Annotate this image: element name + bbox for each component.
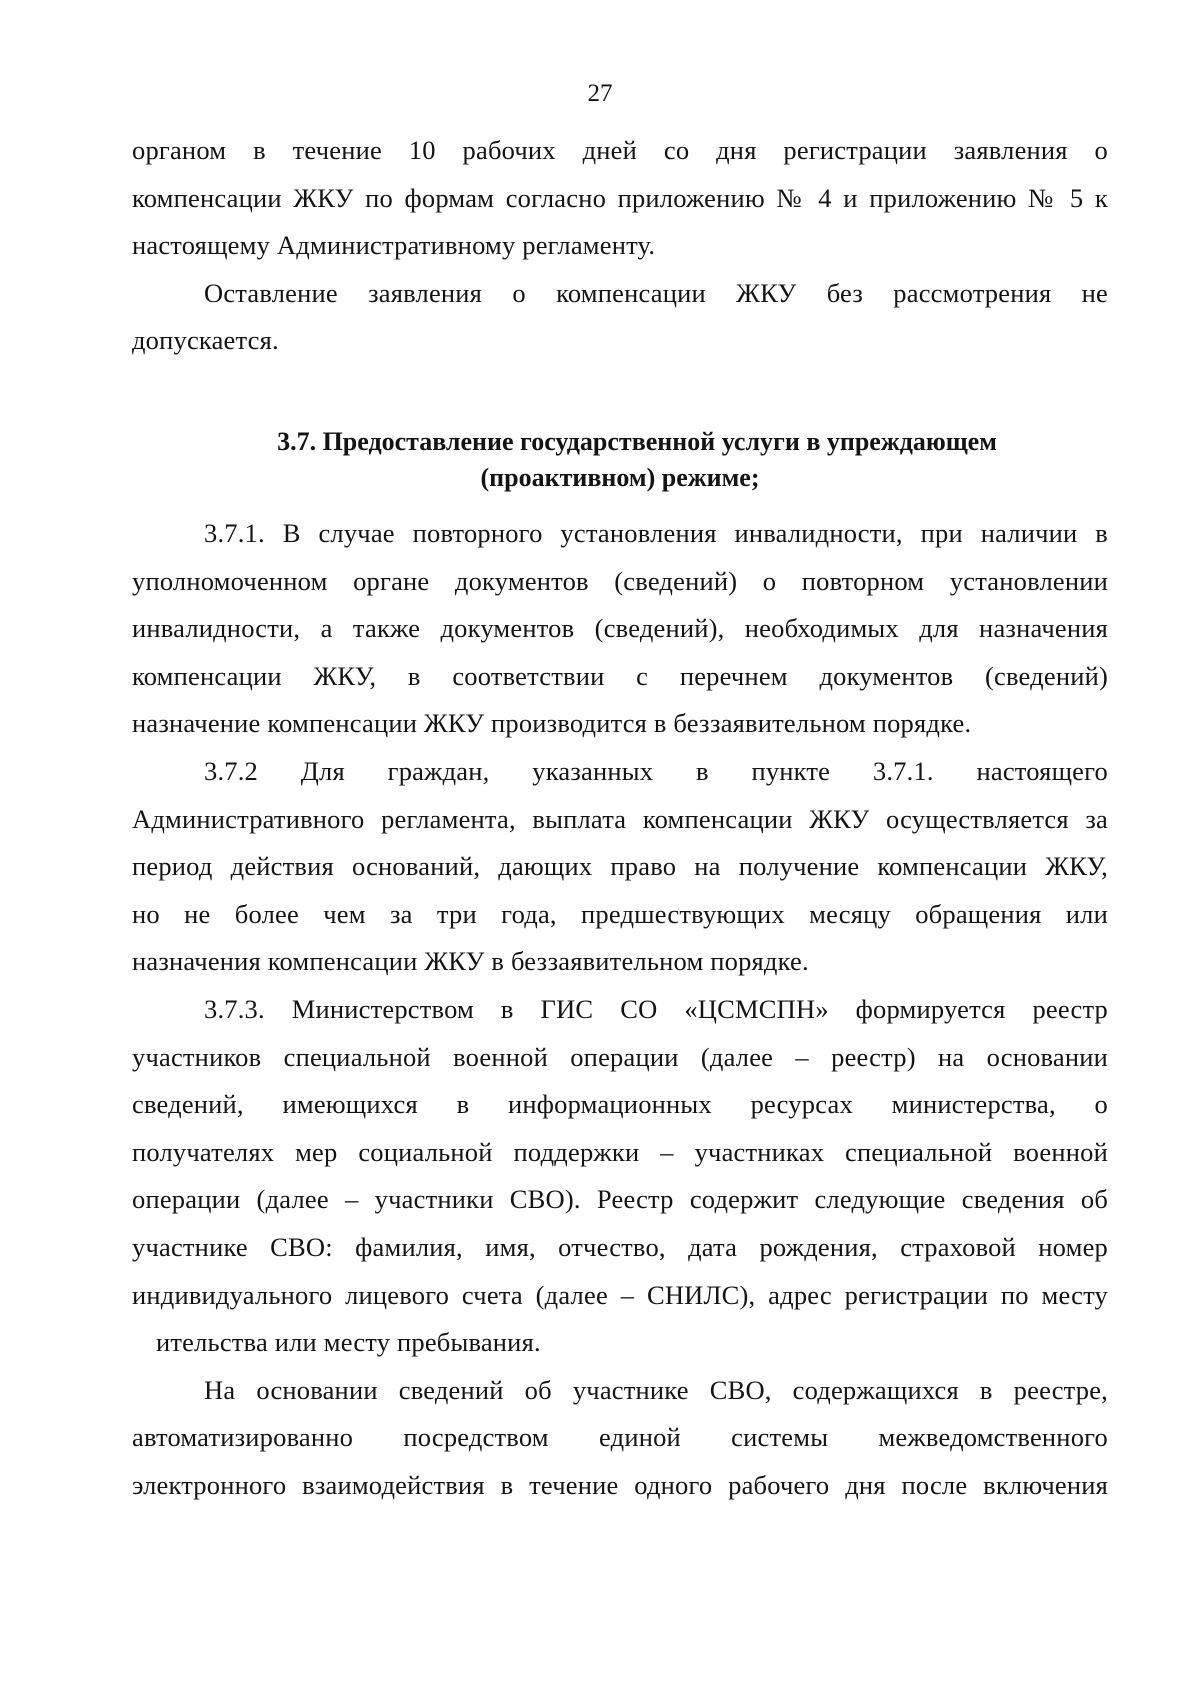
text-line: компенсации ЖКУ по формам согласно приложению № 4 и приложению № 5 к	[132, 182, 1108, 213]
text-line: электронного взаимодействия в течение одного рабочего дня после включения	[132, 1469, 1108, 1500]
text-line: уполномоченном органе документов (сведений) о повторном установлении	[132, 565, 1108, 596]
text-line: сведений, имеющихся в информационных ресурсах министерства, о	[132, 1089, 1108, 1120]
text-line: назначение компенсации ЖКУ производится в беззаявительном порядке.	[132, 708, 972, 739]
text-line: 3.7.1. В случае повторного установления инвалидности, при наличии в	[204, 518, 1108, 548]
text-line: назначения компенсации ЖКУ в беззаявительном порядке.	[132, 946, 809, 977]
paragraph-block-1	[132, 127, 1108, 365]
text-line: участнике СВО: фамилия, имя, отчество, дата рождения, страховой номер	[132, 1231, 1108, 1262]
text-line: компенсации ЖКУ, в соответствии с перечнем документов (сведений)	[132, 660, 1108, 691]
text-line: участников специальной военной операции (далее – реестр) на основании	[132, 1041, 1108, 1072]
text-line: автоматизированно посредством единой системы межведомственного	[132, 1422, 1108, 1453]
text-line: период действия оснований, дающих право на получение компенсации ЖКУ,	[132, 851, 1108, 882]
text-line: На основании сведений об участнике СВО, содержащихся в реестре,	[204, 1374, 1108, 1405]
text-line: 3.7.3. Министерством в ГИС СО «ЦСМСПН» формируется реестр	[204, 993, 1108, 1024]
text-line: операции (далее – участники СВО). Реестр содержит следующие сведения об	[132, 1184, 1108, 1215]
text-line: Оставление заявления о компенсации ЖКУ без рассмотрения не	[204, 277, 1108, 308]
text-line: настоящему Административному регламенту.	[132, 230, 656, 261]
text-line: но не более чем за три года, предшествующих месяцу обращения или	[132, 898, 1108, 929]
text-line: допускается.	[132, 325, 279, 356]
text-line: инвалидности, а также документов (сведений), необходимых для назначения	[132, 613, 1108, 644]
page-number: 27	[587, 80, 613, 107]
section-heading	[132, 424, 1108, 496]
section-heading-line-1: 3.7. Предоставление государственной услуги в упреждающем	[277, 427, 997, 456]
text-line: ительства или месту пребывания.	[156, 1327, 541, 1358]
text-line: 3.7.2 Для граждан, указанных в пункте 3.7.1. настоящего	[204, 755, 1108, 786]
text-line: органом в течение 10 рабочих дней со дня регистрации заявления о	[132, 135, 1108, 165]
text-line: Административного регламента, выплата компенсации ЖКУ осуществляется за	[132, 803, 1108, 834]
section-heading-line-2: (проактивном) режиме;	[480, 463, 760, 492]
text-line: индивидуального лицевого счета (далее – СНИЛС), адрес регистрации по месту	[132, 1279, 1108, 1310]
paragraph-block-2	[132, 510, 1108, 1509]
text-line: получателях мер социальной поддержки – участниках специальной военной	[132, 1136, 1108, 1167]
